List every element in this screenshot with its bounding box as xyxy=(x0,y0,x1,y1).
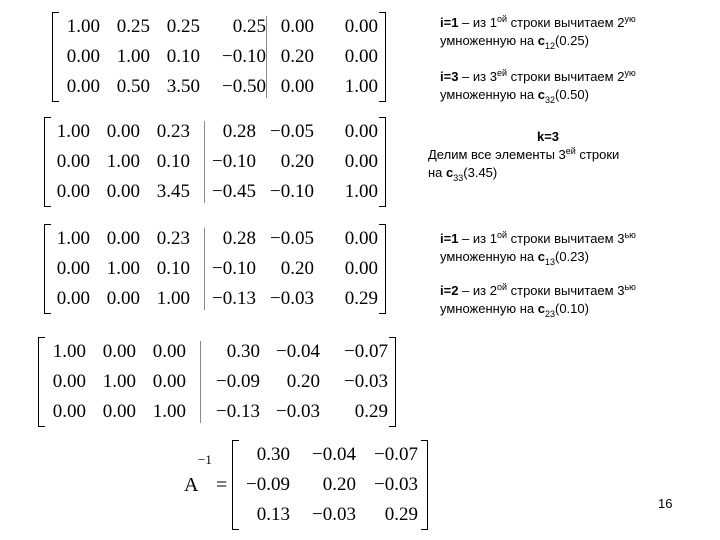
matrix-cell: 0.13 xyxy=(256,504,290,525)
note-text: – из 3 xyxy=(458,69,497,84)
matrix-cell: 1.00 xyxy=(344,76,378,97)
note-step-1 xyxy=(440,14,636,50)
matrix-cell: 0.00 xyxy=(344,151,378,172)
matrix-cell: 1.00 xyxy=(56,121,90,142)
matrix-cell: −0.03 xyxy=(344,371,388,392)
note-row-index: i=3 xyxy=(440,69,459,84)
matrix-cell: 0.00 xyxy=(344,258,378,279)
inverse-letter: A xyxy=(184,474,199,496)
matrix-cell: 0.00 xyxy=(52,371,86,392)
note-superscript: ой xyxy=(496,229,508,240)
note-superscript: ей xyxy=(565,145,576,156)
note-superscript: ую xyxy=(624,67,636,78)
matrix-row xyxy=(232,470,428,500)
matrix-row xyxy=(52,72,386,102)
note-text: – из 1 xyxy=(458,15,497,30)
matrix-cell: 0.29 xyxy=(354,401,388,422)
matrix-cell: 0.10 xyxy=(156,258,190,279)
matrix-cell: 0.00 xyxy=(102,401,136,422)
note-superscript: ую xyxy=(624,13,636,24)
note-text: строки вычитаем 2 xyxy=(507,15,625,30)
matrix-cell: −0.45 xyxy=(212,181,256,202)
matrix-cell: −0.50 xyxy=(222,76,266,97)
note-subscript: 13 xyxy=(544,256,555,267)
matrix-cell: −0.09 xyxy=(246,474,290,495)
note-text: умноженную на xyxy=(440,33,538,48)
matrix-cell: 0.20 xyxy=(322,474,356,495)
page-number: 16 xyxy=(658,496,673,511)
matrix-cell: −0.13 xyxy=(212,288,256,309)
matrix-cell: 0.10 xyxy=(156,151,190,172)
matrix-cell: 0.00 xyxy=(344,46,378,67)
inverse-label xyxy=(182,452,236,512)
note-text: строки xyxy=(575,147,620,162)
note-value: (0.10) xyxy=(554,301,589,316)
matrix-row xyxy=(44,147,386,177)
matrix-cell: 0.00 xyxy=(56,288,90,309)
matrix-cell: −0.10 xyxy=(222,46,266,67)
matrix-cell: 0.00 xyxy=(152,341,186,362)
note-superscript: ью xyxy=(624,281,636,292)
matrix-row xyxy=(44,177,386,207)
matrix-cell: −0.13 xyxy=(216,401,260,422)
matrix-row xyxy=(44,254,386,284)
note-superscript: ью xyxy=(624,229,636,240)
matrix-cell: 0.30 xyxy=(226,341,260,362)
matrix-row xyxy=(38,337,396,367)
matrix-cell: 1.00 xyxy=(52,341,86,362)
matrix-cell: −0.04 xyxy=(276,341,320,362)
matrix-step-4 xyxy=(38,337,396,427)
inverse-equals: = xyxy=(216,474,228,496)
matrix-cell: 0.00 xyxy=(280,76,314,97)
matrix-cell: 0.00 xyxy=(106,288,140,309)
note-subscript: 12 xyxy=(544,40,555,51)
matrix-cell: 0.29 xyxy=(384,504,418,525)
matrix-cell: 0.25 xyxy=(232,16,266,37)
note-text: умноженную на xyxy=(440,249,538,264)
matrix-cell: 0.00 xyxy=(344,16,378,37)
note-step-4 xyxy=(440,230,636,266)
note-text: умноженную на xyxy=(440,301,538,316)
note-row-index: i=2 xyxy=(440,283,459,298)
matrix-row xyxy=(232,500,428,530)
note-k-index: k=3 xyxy=(536,129,560,144)
note-coefficient: c xyxy=(446,165,454,180)
note-step-5 xyxy=(440,282,636,318)
matrix-cell: −0.07 xyxy=(344,341,388,362)
note-coefficient: c xyxy=(537,33,545,48)
note-subscript: 32 xyxy=(544,94,555,105)
matrix-cell: 0.00 xyxy=(102,341,136,362)
inverse-matrix xyxy=(232,440,428,530)
note-text: строки вычитаем 2 xyxy=(507,69,625,84)
matrix-row xyxy=(44,284,386,314)
matrix-cell: 0.00 xyxy=(280,16,314,37)
matrix-cell: 0.00 xyxy=(56,181,90,202)
matrix-cell: −0.04 xyxy=(312,444,356,465)
matrix-cell: 0.50 xyxy=(116,76,150,97)
matrix-cell: −0.10 xyxy=(270,181,314,202)
note-text: строки вычитаем 3 xyxy=(507,231,625,246)
matrix-row xyxy=(52,42,386,72)
matrix-cell: 0.20 xyxy=(280,151,314,172)
matrix-cell: −0.10 xyxy=(212,151,256,172)
matrix-cell: 1.00 xyxy=(344,181,378,202)
matrix-cell: −0.07 xyxy=(374,444,418,465)
matrix-cell: 0.00 xyxy=(56,258,90,279)
note-superscript: ой xyxy=(496,13,508,24)
matrix-cell: 0.23 xyxy=(156,121,190,142)
note-text: – из 1 xyxy=(458,231,497,246)
matrix-cell: 0.00 xyxy=(66,76,100,97)
note-value: (0.23) xyxy=(554,249,589,264)
matrix-cell: 1.00 xyxy=(116,46,150,67)
matrix-cell: 1.00 xyxy=(156,288,190,309)
note-coefficient: c xyxy=(537,301,545,316)
matrix-row xyxy=(232,440,428,470)
matrix-row xyxy=(38,397,396,427)
matrix-cell: 3.45 xyxy=(156,181,190,202)
matrix-row xyxy=(52,12,386,42)
note-text: умноженную на xyxy=(440,87,538,102)
matrix-cell: 0.00 xyxy=(152,371,186,392)
matrix-cell: 0.20 xyxy=(280,258,314,279)
note-step-2 xyxy=(440,68,636,104)
note-text: Делим все элементы 3 xyxy=(428,147,566,162)
note-value: (0.50) xyxy=(554,87,589,102)
note-step-3 xyxy=(428,128,668,182)
inverse-exponent: −1 xyxy=(198,452,212,467)
matrix-row xyxy=(44,224,386,254)
note-text: на xyxy=(428,165,447,180)
note-text: – из 2 xyxy=(458,283,497,298)
matrix-cell: 0.00 xyxy=(106,121,140,142)
matrix-cell: 3.50 xyxy=(166,76,200,97)
matrix-step-1 xyxy=(52,12,386,102)
matrix-cell: −0.03 xyxy=(312,504,356,525)
note-value: (3.45) xyxy=(463,165,498,180)
matrix-cell: −0.03 xyxy=(374,474,418,495)
matrix-cell: 0.00 xyxy=(344,228,378,249)
note-value: (0.25) xyxy=(554,33,589,48)
note-text: строки вычитаем 3 xyxy=(507,283,625,298)
matrix-cell: 0.00 xyxy=(52,401,86,422)
matrix-cell: −0.05 xyxy=(270,228,314,249)
matrix-cell: −0.05 xyxy=(270,121,314,142)
matrix-cell: 1.00 xyxy=(56,228,90,249)
matrix-cell: 0.30 xyxy=(256,444,290,465)
matrix-cell: 0.29 xyxy=(344,288,378,309)
note-superscript: ой xyxy=(496,281,508,292)
matrix-cell: 0.25 xyxy=(166,16,200,37)
matrix-cell: 0.10 xyxy=(166,46,200,67)
matrix-cell: 1.00 xyxy=(106,151,140,172)
matrix-cell: 0.00 xyxy=(344,121,378,142)
matrix-cell: −0.03 xyxy=(270,288,314,309)
matrix-cell: 1.00 xyxy=(106,258,140,279)
matrix-cell: 0.00 xyxy=(56,151,90,172)
matrix-cell: 0.25 xyxy=(116,16,150,37)
matrix-cell: 0.28 xyxy=(222,121,256,142)
matrix-row xyxy=(38,367,396,397)
matrix-cell: −0.03 xyxy=(276,401,320,422)
matrix-cell: 0.00 xyxy=(66,46,100,67)
matrix-cell: 0.20 xyxy=(280,46,314,67)
matrix-step-3 xyxy=(44,224,386,314)
note-subscript: 23 xyxy=(544,308,555,319)
matrix-cell: 0.00 xyxy=(106,181,140,202)
matrix-cell: 0.28 xyxy=(222,228,256,249)
note-coefficient: c xyxy=(537,87,545,102)
note-coefficient: c xyxy=(537,249,545,264)
note-row-index: i=1 xyxy=(440,15,459,30)
matrix-cell: 0.20 xyxy=(286,371,320,392)
note-row-index: i=1 xyxy=(440,231,459,246)
matrix-cell: −0.09 xyxy=(216,371,260,392)
note-superscript: ей xyxy=(496,67,508,78)
matrix-cell: 0.23 xyxy=(156,228,190,249)
matrix-cell: 1.00 xyxy=(152,401,186,422)
matrix-cell: −0.10 xyxy=(212,258,256,279)
matrix-cell: 1.00 xyxy=(66,16,100,37)
matrix-step-2 xyxy=(44,117,386,207)
matrix-row xyxy=(44,117,386,147)
matrix-cell: 1.00 xyxy=(102,371,136,392)
matrix-cell: 0.00 xyxy=(106,228,140,249)
note-subscript: 33 xyxy=(453,172,464,183)
